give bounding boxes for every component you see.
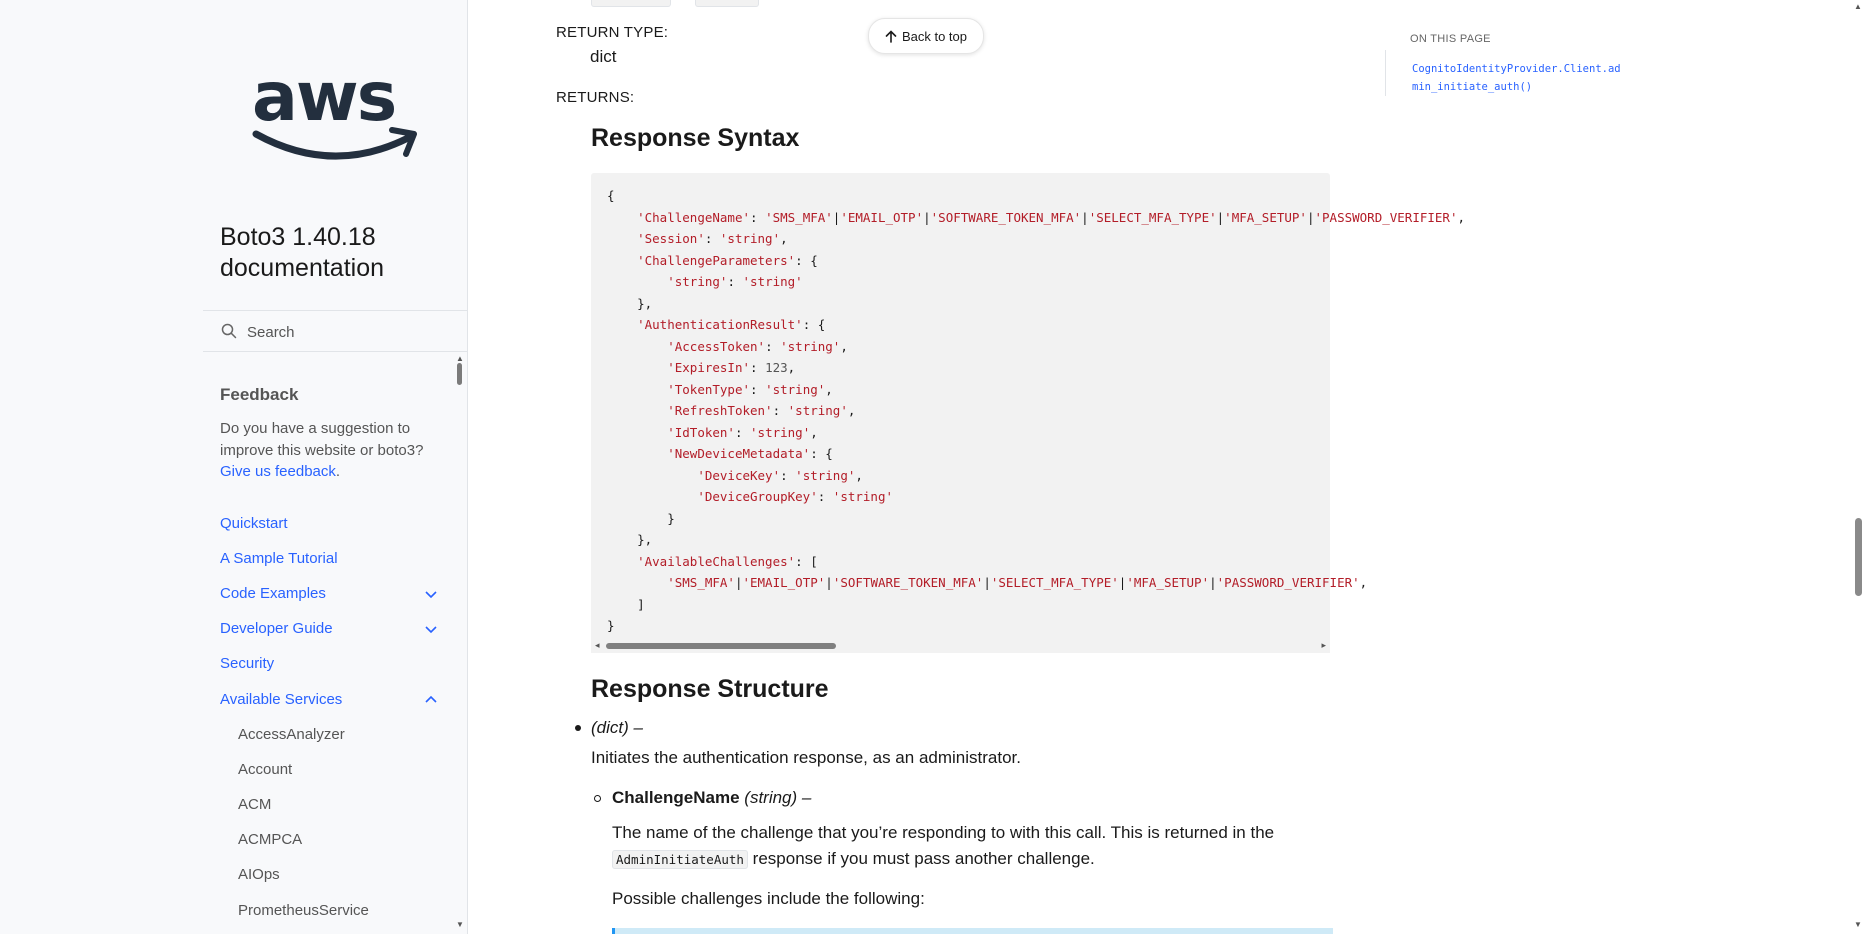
response-syntax-code-block[interactable]	[591, 173, 1466, 653]
sidebar-scrollbar-thumb[interactable]	[457, 363, 462, 385]
toc-label: ON THIS PAGE	[1410, 33, 1491, 45]
sub-bullet	[594, 795, 601, 802]
challenge-name-param: ChallengeName	[612, 788, 740, 807]
svg-text:aws: aws	[252, 58, 396, 137]
service-item[interactable]: Account	[238, 761, 293, 778]
response-syntax-heading: Response Syntax	[591, 124, 800, 152]
possible-challenges-text: Possible challenges include the following:	[612, 889, 925, 908]
nav-item-label: Security	[220, 655, 275, 672]
code-listing: { 'ChallengeName': 'SMS_MFA'|'EMAIL_OTP'|'SOFTWARE_TOKEN_MFA'|'SELECT_MFA_TYPE'|'MFA_SETUP'|'PASSWORD_VERIFIER', 'Session': 'string', 'ChallengeParameters': { 'string': 'string' }, 'AuthenticationResult': { 'AccessToken': 'string', 'ExpiresIn': 123, 'TokenType': 'string', 'RefreshToken': 'string', 'IdToken': 'string', 'NewDeviceMetadata': { 'DeviceKey': 'string', 'DeviceGroupKey': 'string' } }, 'AvailableChallenges': [ 'SMS_MFA'|'EMAIL_OTP'|'SOFTWARE_TOKEN_MFA'|'SELECT_MFA_TYPE'|'MFA_SETUP'|'PASSWORD_VERIFIER', ] }	[607, 188, 1466, 633]
sidebar-scroll-up-arrow[interactable]: ▲	[456, 354, 464, 363]
nav-item-sample-tutorial[interactable]	[220, 547, 450, 571]
service-item[interactable]: AccessAnalyzer	[238, 726, 345, 743]
inline-code: AdminInitiateAuth	[612, 850, 748, 869]
toc-divider	[1385, 50, 1386, 96]
code-scrollbar-thumb[interactable]	[606, 643, 836, 649]
service-item[interactable]: PrometheusService	[238, 902, 369, 919]
clipped-code-chip	[591, 0, 671, 7]
nav-item-label: Developer Guide	[220, 620, 333, 637]
nav-item-code-examples[interactable]	[220, 582, 450, 606]
challenge-name-type: (string) –	[744, 788, 812, 807]
bullet	[575, 725, 581, 731]
service-item[interactable]: ACMPCA	[238, 831, 303, 848]
page-scroll-down-arrow[interactable]: ▼	[1854, 920, 1862, 929]
sidebar	[0, 0, 468, 934]
return-type-value: dict	[590, 47, 617, 66]
page-scroll-up-arrow[interactable]: ▲	[1854, 2, 1862, 11]
search-input[interactable]	[245, 319, 449, 345]
aws-logo[interactable]	[250, 58, 420, 164]
feedback-heading: Feedback	[220, 385, 299, 404]
challenge-name-entry	[612, 785, 811, 811]
note-box	[612, 928, 1333, 934]
challenge-desc-part-1: The name of the challenge that you’re responding to with this call. This is returned in the	[612, 823, 1275, 842]
response-structure-heading: Response Structure	[591, 675, 829, 703]
chevron-down-icon[interactable]	[424, 622, 438, 636]
scroll-left-arrow[interactable]: ◂	[595, 640, 600, 650]
feedback-suffix: .	[335, 463, 341, 480]
nav-item-label: Code Examples	[220, 585, 326, 602]
dict-description: Initiates the authentication response, as an administrator.	[591, 748, 1021, 767]
page-scrollbar-thumb[interactable]	[1855, 518, 1862, 596]
scroll-right-arrow[interactable]: ▸	[1321, 640, 1326, 650]
toc-link-admin-initiate-auth[interactable]: CognitoIdentityProvider.Client.admin_initiate_auth()	[1412, 63, 1621, 93]
clipped-code-chip	[695, 0, 759, 7]
service-item[interactable]: AIOps	[238, 866, 280, 883]
back-to-top-label: Back to top	[901, 28, 968, 44]
project-title[interactable]: Boto3 1.40.18 documentation	[220, 223, 385, 282]
challenge-desc-part-2: response if you must pass another challenge.	[752, 849, 1095, 868]
nav-item-label: A Sample Tutorial	[220, 550, 338, 567]
sidebar-scroll-down-arrow[interactable]: ▼	[456, 920, 464, 929]
arrow-up-icon	[885, 30, 897, 43]
service-item[interactable]: ACM	[238, 796, 272, 813]
nav-item-label: Available Services	[220, 691, 343, 708]
feedback-text	[220, 418, 450, 483]
feedback-body: Do you have a suggestion to improve this website or boto3?	[220, 420, 424, 459]
chevron-down-icon[interactable]	[424, 587, 438, 601]
code-horizontal-scrollbar[interactable]	[591, 639, 1330, 653]
nav-item-security[interactable]	[220, 652, 450, 676]
returns-label: RETURNS:	[556, 89, 635, 106]
chevron-up-icon[interactable]	[424, 693, 438, 707]
give-feedback-link[interactable]: Give us feedback	[220, 463, 336, 480]
back-to-top-button[interactable]	[868, 18, 984, 54]
nav-item-label: Quickstart	[220, 515, 288, 532]
nav-item-developer-guide[interactable]	[220, 617, 450, 641]
return-type-label: RETURN TYPE:	[556, 24, 669, 41]
challenge-name-description	[612, 820, 1332, 873]
nav-item-quickstart[interactable]	[220, 512, 450, 536]
search-icon	[220, 322, 238, 340]
nav-item-available-services[interactable]	[220, 688, 450, 712]
search-box[interactable]	[203, 310, 467, 352]
dict-bullet-text: (dict) –	[591, 718, 643, 737]
